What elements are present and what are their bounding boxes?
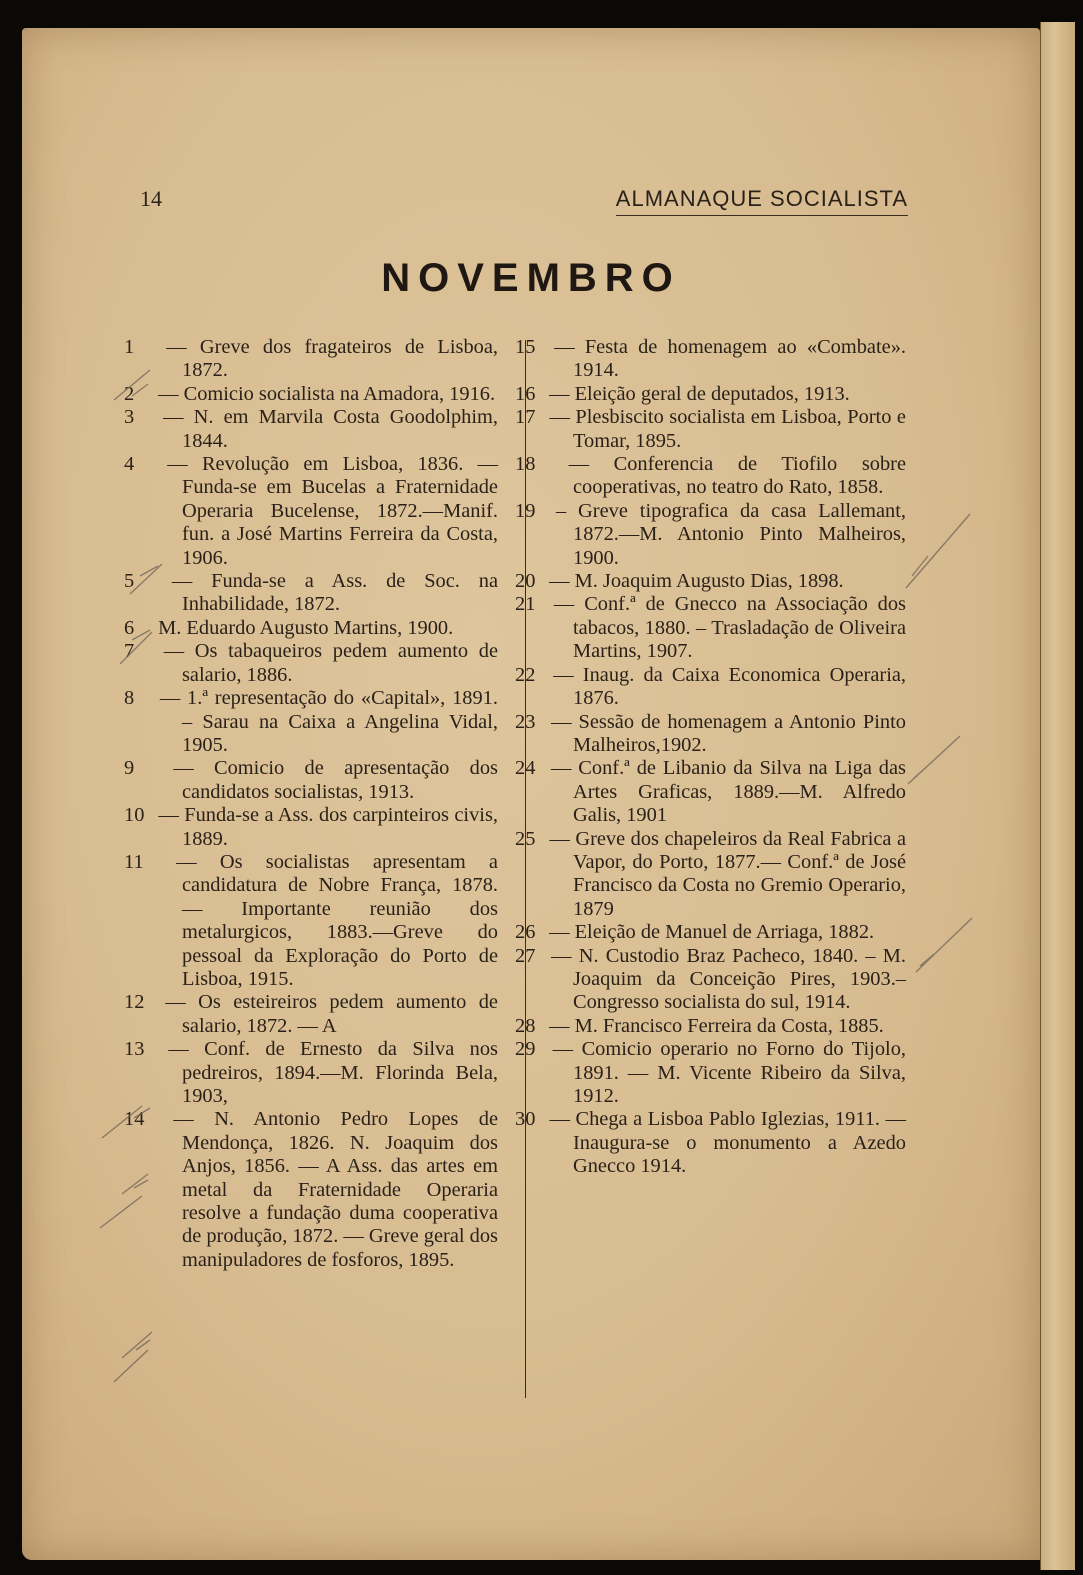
- calendar-entry: 8 — 1.ª representação do «Capital», 1891. – Sarau na Caixa a Angelina Vidal, 1905.: [124, 687, 498, 756]
- entry-text: – Greve tipografica da casa Lallemant, 1872.—M. Antonio Pinto Malheiros, 1900.: [555, 499, 906, 569]
- calendar-entry: 27 — N. Custodio Braz Pacheco, 1840. – M. Joaquim da Conceição Pires, 1903.– Congresso socialista do sul, 1914.: [515, 944, 906, 1014]
- calendar-entry: 17 — Plesbiscito socialista em Lisboa, Porto e Tomar, 1895.: [515, 406, 906, 452]
- calendar-entry: 7 — Os tabaqueiros pedem aumento de salario, 1886.: [124, 640, 498, 686]
- calendar-entry: 12 — Os esteireiros pedem aumento de salario, 1872. — A: [124, 991, 498, 1037]
- calendar-entry: 4 — Revolução em Lisboa, 1836. — Funda-se em Bucelas a Fraternidade Operaria Bucelense, 1872.—Manif. fun. a José Martins Ferreira da Costa, 1906.: [124, 453, 498, 569]
- entry-text: — N. Antonio Pedro Lopes de Mendonça, 1826. N. Joaquim dos Anjos, 1856. — A Ass. das artes em metal da Fraternidade Operaria resolve a fundação duma cooperativa de produção, 1872. — Greve geral dos manipuladores de fosforos, 1895.: [173, 1108, 498, 1271]
- entry-text: — Conf.ª de Gnecco na Associação dos tabacos, 1880. – Trasladação de Oliveira Martins, 1907.: [553, 593, 906, 663]
- calendar-entry: 29 — Comicio operario no Forno do Tijolo, 1891. — M. Vicente Ribeiro da Silva, 1912.: [515, 1038, 906, 1107]
- calendar-entry: 23 — Sessão de homenagem a Antonio Pinto Malheiros,1902.: [515, 710, 906, 756]
- month-title: NOVEMBRO: [381, 256, 681, 300]
- calendar-entry: 26 — Eleição de Manuel de Arriaga, 1882.: [515, 921, 875, 944]
- calendar-entry: 15 — Festa de homenagem ao «Combate». 1914.: [515, 336, 906, 382]
- entry-text: — Eleição geral de deputados, 1913.: [549, 382, 850, 405]
- calendar-entry: 28 — M. Francisco Ferreira da Costa, 1885.: [515, 1014, 884, 1037]
- column-divider: [525, 340, 526, 1398]
- calendar-entry: 10 — Funda-se a Ass. dos carpinteiros civis, 1889.: [124, 804, 498, 850]
- entry-text: — N. em Marvila Costa Goodolphim, 1844.: [163, 406, 498, 452]
- calendar-entry: 18 — Conferencia de Tiofilo sobre cooperativas, no teatro do Rato, 1858.: [515, 453, 906, 499]
- calendar-entry: 21 — Conf.ª de Gnecco na Associação dos tabacos, 1880. – Trasladação de Oliveira Martins, 1907.: [515, 593, 906, 663]
- entry-text: — N. Custodio Braz Pacheco, 1840. – M. Joaquim da Conceição Pires, 1903.– Congresso socialista do sul, 1914.: [551, 944, 906, 1014]
- almanac-page: [22, 28, 1040, 1560]
- entry-text: — Greve dos chapeleiros da Real Fabrica a Vapor, do Porto, 1877.— Conf.ª de José Francisco da Costa no Gremio Operario, 1879: [549, 827, 906, 920]
- entry-text: — Conferencia de Tiofilo sobre cooperativas, no teatro do Rato, 1858.: [568, 453, 906, 499]
- entry-text: — Comicio operario no Forno do Tijolo, 1891. — M. Vicente Ribeiro da Silva, 1912.: [552, 1038, 906, 1107]
- facing-page-edge: [1040, 22, 1075, 1570]
- entry-text: — Funda-se a Ass. de Soc. na Inhabilidade, 1872.: [171, 570, 498, 616]
- calendar-entry: 6 M. Eduardo Augusto Martins, 1900.: [124, 616, 454, 639]
- entry-text: — Comicio socialista na Amadora, 1916.: [158, 382, 496, 405]
- calendar-entry: 5 — Funda-se a Ass. de Soc. na Inhabilidade, 1872.: [124, 570, 498, 616]
- calendar-entry: 22 — Inaug. da Caixa Economica Operaria, 1876.: [515, 663, 907, 710]
- entry-text: — Funda-se a Ass. dos carpinteiros civis, 1889.: [158, 804, 498, 850]
- calendar-entry: 20 — M. Joaquim Augusto Dias, 1898.: [515, 570, 844, 593]
- right-column: [515, 336, 907, 1179]
- entry-text: — Comicio de apresentação dos candidatos socialistas, 1913.: [173, 757, 498, 803]
- entry-text: — Plesbiscito socialista em Lisboa, Porto e Tomar, 1895.: [549, 406, 906, 452]
- entry-text: — Os socialistas apresentam a candidatura de Nobre França, 1878. — Importante reunião dos metalurgicos, 1883.—Greve do pessoal da Exploração do Porto de Lisboa, 1915.: [176, 850, 498, 990]
- entry-text: — Conf. de Ernesto da Silva nos pedreiros, 1894.—M. Florinda Bela, 1903,: [168, 1038, 498, 1107]
- entry-text: — Eleição de Manuel de Arriaga, 1882.: [549, 921, 875, 944]
- running-title: ALMANAQUE SOCIALISTA: [616, 186, 908, 216]
- entry-text: — Conf.ª de Libanio da Silva na Liga das Artes Graficas, 1889.—M. Alfredo Galis, 1901: [550, 757, 906, 827]
- calendar-entry: 19 – Greve tipografica da casa Lallemant, 1872.—M. Antonio Pinto Malheiros, 1900.: [515, 499, 906, 569]
- calendar-entry: 30 — Chega a Lisboa Pablo Iglezias, 1911. — Inaugura-se o monumento a Azedo Gnecco 1914.: [515, 1108, 906, 1178]
- entry-text: — Revolução em Lisboa, 1836. — Funda-se em Bucelas a Fraternidade Operaria Bucelense, 1872.—Manif. fun. a José Martins Ferreira da Costa, 1906.: [167, 453, 498, 569]
- calendar-entry: 3 — N. em Marvila Costa Goodolphim, 1844.: [124, 406, 498, 452]
- calendar-entry: 1 — Greve dos fragateiros de Lisboa, 1872.: [124, 336, 498, 382]
- entry-text: — Chega a Lisboa Pablo Iglezias, 1911. — Inaugura-se o monumento a Azedo Gnecco 1914.: [549, 1108, 906, 1178]
- entry-text: — Os esteireiros pedem aumento de salario, 1872. — A: [165, 991, 498, 1037]
- left-column: [124, 336, 498, 1272]
- entry-text: — Greve dos fragateiros de Lisboa, 1872.: [166, 336, 498, 382]
- entry-text: — 1.ª representação do «Capital», 1891. – Sarau na Caixa a Angelina Vidal, 1905.: [159, 687, 498, 756]
- entry-text: M. Eduardo Augusto Martins, 1900.: [158, 616, 454, 639]
- entry-text: — Os tabaqueiros pedem aumento de salario, 1886.: [163, 640, 498, 686]
- entry-text: — M. Francisco Ferreira da Costa, 1885.: [549, 1014, 884, 1037]
- entry-text: — M. Joaquim Augusto Dias, 1898.: [549, 570, 844, 593]
- calendar-entry: 13 — Conf. de Ernesto da Silva nos pedreiros, 1894.—M. Florinda Bela, 1903,: [124, 1038, 498, 1107]
- calendar-entry: 9 — Comicio de apresentação dos candidatos socialistas, 1913.: [124, 757, 498, 803]
- entry-text: — Festa de homenagem ao «Combate». 1914.: [554, 336, 906, 382]
- calendar-entry: 11 — Os socialistas apresentam a candidatura de Nobre França, 1878. — Importante reunião dos metalurgicos, 1883.—Greve do pessoal da Exploração do Porto de Lisboa, 1915.: [124, 850, 498, 990]
- entry-text: — Sessão de homenagem a Antonio Pinto Malheiros,1902.: [551, 710, 906, 756]
- entry-text: — Inaug. da Caixa Economica Operaria, 1876.: [553, 663, 907, 710]
- calendar-entry: 25 — Greve dos chapeleiros da Real Fabrica a Vapor, do Porto, 1877.— Conf.ª de José Francisco da Costa no Gremio Operario, 1879: [515, 827, 906, 920]
- calendar-entry: 24 — Conf.ª de Libanio da Silva na Liga das Artes Graficas, 1889.—M. Alfredo Galis, 1901: [515, 757, 906, 827]
- calendar-entry: 16 — Eleição geral de deputados, 1913.: [515, 382, 850, 405]
- calendar-entry: 2 — Comicio socialista na Amadora, 1916.: [124, 382, 496, 405]
- calendar-entry: 14 — N. Antonio Pedro Lopes de Mendonça, 1826. N. Joaquim dos Anjos, 1856. — A Ass. das artes em metal da Fraternidade Operaria resolve a fundação duma cooperativa de produção, 1872. — Greve geral dos manipuladores de fosforos, 1895.: [124, 1108, 498, 1271]
- page-number: 14: [140, 186, 162, 211]
